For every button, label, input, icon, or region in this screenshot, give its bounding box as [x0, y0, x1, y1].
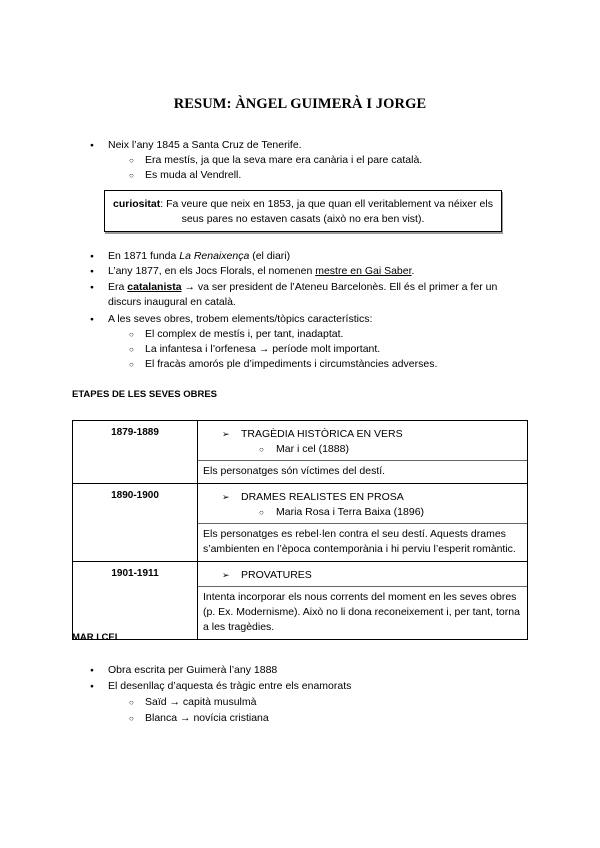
fact-text: .: [411, 265, 415, 277]
fact-text: En 1871 funda: [108, 250, 180, 262]
list-item: ● A les seves obres, trobem elements/tòpics característics:: [108, 312, 372, 327]
genre-arrow: [203, 490, 523, 505]
etapes-heading: ETAPES DE LES SEVES OBRES: [72, 389, 218, 400]
stage-description: Els personatges es rebel·len contra el seu destí. Aquests drames s’ambienten en l’època contemporània i hi perviu l’esperit romàntic.: [203, 528, 516, 555]
period-cell: 1901-1911: [73, 562, 198, 640]
stage-description: Els personatges són víctimes del destí.: [203, 465, 386, 477]
stage-description: Intenta incorporar els nous corrents del moment en les seves obres (p. Ex. Modernisme). Això no li dona reconeixement i, per tant, torna a les tragèdies.: [203, 591, 520, 633]
etapes-table: [72, 420, 528, 640]
content-cell: [198, 421, 528, 484]
table-row: [73, 421, 528, 484]
list-item: ● Obra escrita per Guimerà l’any 1888: [108, 663, 277, 678]
curiosity-callout: [104, 190, 502, 232]
list-item: [108, 280, 518, 310]
fact-text: (el diari): [249, 250, 291, 262]
sub-list-item: ○ El fracàs amorós ple d’impediments i circumstàncies adverses.: [145, 357, 437, 372]
sub-list-item: ○ Blanca → novícia cristiana: [145, 711, 269, 726]
callout-text: : Fa veure que neix en 1853, ja que quan ell veritablement va néixer els seus pares no estaven casats (això no era ben vist).: [160, 198, 493, 225]
genre-label: PROVATURES: [241, 569, 312, 581]
period-cell: 1879-1889: [73, 421, 198, 484]
genre-label: TRAGÈDIA HISTÒRICA EN VERS: [241, 428, 403, 440]
newspaper-title: La Renaixença: [179, 250, 250, 262]
gai-saber-link[interactable]: mestre en Gai Saber: [315, 265, 412, 277]
sub-list-item: ○ Era mestís, ja que la seva mare era canària i el pare català.: [145, 153, 422, 168]
table-row: [73, 484, 528, 562]
genre-label: DRAMES REALISTES EN PROSA: [241, 491, 404, 503]
period-cell: 1890-1900: [73, 484, 198, 562]
sub-list-item: ○ Saïd → capità musulmà: [145, 695, 256, 710]
sub-list-item: ○ La infantesa i l’orfenesa → període molt important.: [145, 342, 380, 357]
marcel-heading: MAR I CEL: [72, 632, 121, 643]
content-cell: [198, 484, 528, 562]
work-item: ○ Maria Rosa i Terra Baixa (1896): [203, 505, 523, 520]
list-item: ● El desenllaç d’aquesta és tràgic entre els enamorats: [108, 679, 351, 694]
catalanista-link[interactable]: catalanista: [127, 281, 182, 293]
fact-text: Era: [108, 281, 128, 293]
table-row: [73, 562, 528, 640]
callout-label: curiositat: [113, 198, 161, 210]
list-item: [108, 264, 414, 279]
sub-list-item: ○ Es muda al Vendrell.: [145, 168, 241, 183]
sub-list-item: ○ El complex de mestís i, per tant, inadaptat.: [145, 327, 343, 342]
fact-text: → va ser president de l’Ateneu Barcelonès. Ell és el primer a fer un discurs inaugural en català.: [108, 281, 498, 308]
list-item: [108, 249, 290, 264]
genre-arrow: [203, 568, 523, 583]
document-title: RESUM: ÀNGEL GUIMERÀ I JORGE: [173, 96, 427, 112]
work-item: ○ Mar i cel (1888): [203, 442, 523, 457]
content-cell: [198, 562, 528, 640]
list-item: ● Neix l’any 1845 a Santa Cruz de Tenerife.: [108, 138, 302, 153]
genre-arrow: [203, 427, 523, 442]
fact-text: L’any 1877, en els Jocs Florals, el nomenen: [108, 265, 316, 277]
